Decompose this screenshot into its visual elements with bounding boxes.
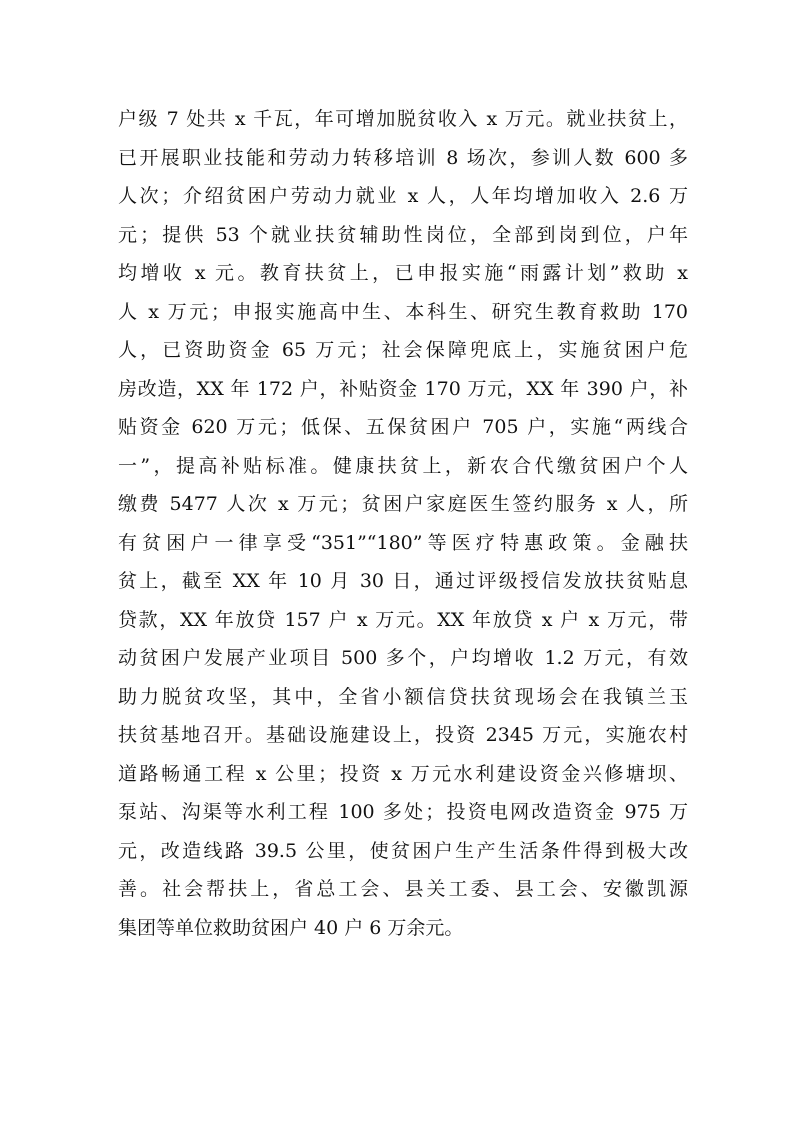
text-line: 元，改造线路 39.5 公里，使贫困户生产生活条件得到极大改 [118,839,688,862]
text-line: 扶贫基地召开。基础设施建设上，投资 2345 万元，实施农村 [118,724,688,746]
text-line: 贴资金 620 万元；低保、五保贫困户 705 户，实施“两线合 [118,416,688,438]
text-line: 贷款，XX 年放贷 157 户 x 万元。XX 年放贷 x 户 x 万元，带 [118,608,688,631]
text-line: 缴费 5477 人次 x 万元；贫困户家庭医生签约服务 x 人，所 [118,493,688,515]
text-line: 泵站、沟渠等水利工程 100 多处；投资电网改造资金 975 万 [118,801,688,823]
text-line: 有贫困户一律享受“351”“180”等医疗特惠政策。金融扶 [118,531,688,554]
text-line: 人，已资助资金 65 万元；社会保障兜底上，实施贫困户危 [118,339,688,361]
text-line: 助力脱贫攻坚，其中，全省小额信贷扶贫现场会在我镇兰玉 [118,685,688,708]
text-line: 道路畅通工程 x 公里；投资 x 万元水利建设资金兴修塘坝、 [118,762,688,785]
text-line: 一”，提高补贴标准。健康扶贫上，新农合代缴贫困户个人 [118,454,688,477]
text-line: 户级 7 处共 x 千瓦，年可增加脱贫收入 x 万元。就业扶贫上， [118,108,688,130]
text-line: 动贫困户发展产业项目 500 多个，户均增收 1.2 万元，有效 [118,647,688,669]
text-line: 已开展职业技能和劳动力转移培训 8 场次，参训人数 600 多 [118,146,688,169]
text-line: 贫上，截至 XX 年 10 月 30 日，通过评级授信发放扶贫贴息 [118,570,688,592]
text-line: 房改造，XX 年 172 户，补贴资金 170 万元，XX 年 390 户，补 [118,377,688,400]
text-line: 集团等单位救助贫困户 40 户 6 万余元。 [118,916,464,939]
text-line: 均增收 x 元。教育扶贫上，已申报实施“雨露计划”救助 x [118,262,688,284]
text-line: 元；提供 53 个就业扶贫辅助性岗位，全部到岗到位，户年 [118,223,688,246]
body-paragraph [118,100,688,947]
text-line: 人 x 万元；申报实施高中生、本科生、研究生教育救助 170 [118,300,688,323]
text-line: 善。社会帮扶上，省总工会、县关工委、县工会、安徽凯源 [118,878,688,900]
text-line: 人次；介绍贫困户劳动力就业 x 人，人年均增加收入 2.6 万 [118,185,688,207]
